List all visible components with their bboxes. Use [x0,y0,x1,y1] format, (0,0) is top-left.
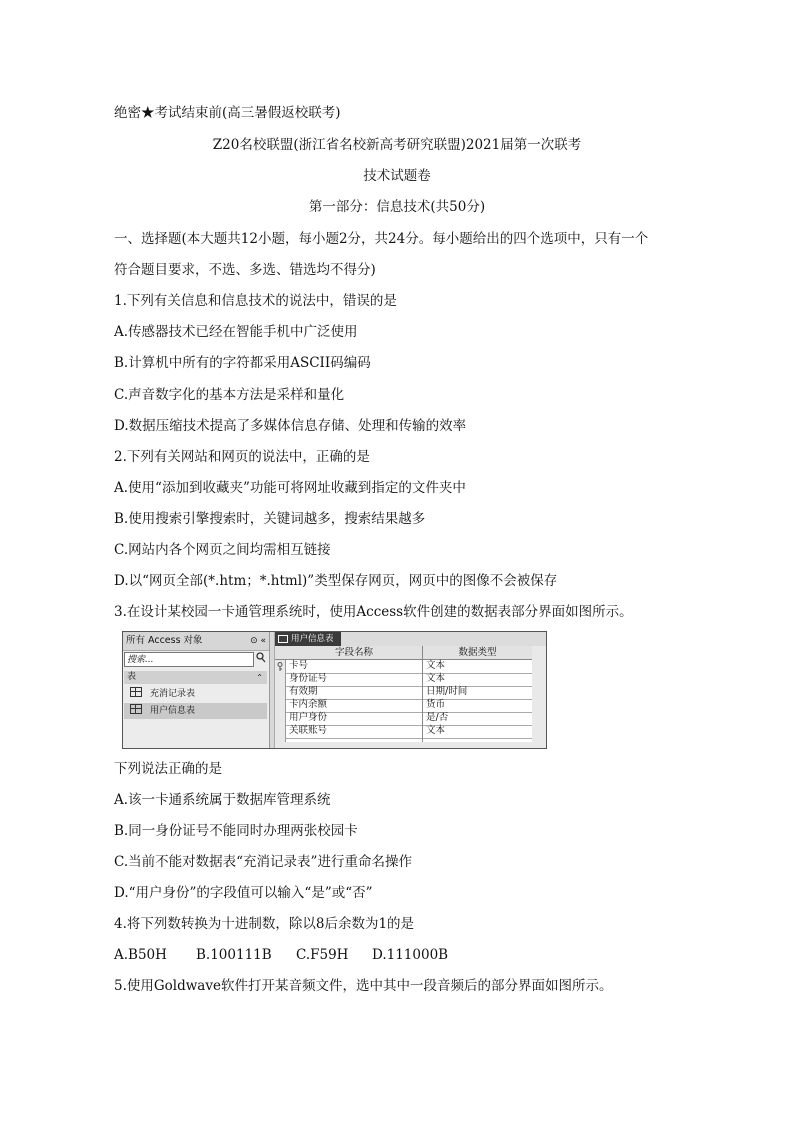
nav-item-label: 充消记录表 [150,689,196,699]
data-type-cell[interactable]: 是/否 [426,712,449,723]
tab-label: 用户信息表 [291,634,334,644]
search-icon[interactable] [255,652,267,667]
nav-pane-header-icons[interactable]: ⊙ « [250,636,266,646]
table-design-grid [275,646,532,742]
field-name-cell[interactable]: 用户身份 [289,712,328,723]
section-instructions-2: 符合题目要求，不选、多选、错选均不得分) [114,262,376,278]
q3-option-a: A.该一卡通系统属于数据库管理系统 [114,792,331,808]
q1-option-c: C.声音数字化的基本方法是采样和量化 [114,387,345,403]
data-type-cell[interactable]: 日期/时间 [426,686,468,697]
field-name-cell[interactable]: 卡内余额 [289,699,328,710]
nav-pane-header[interactable] [123,632,269,651]
exam-title: Z20名校联盟(浙江省名校新高考研究联盟)2021届第一次联考 [212,137,582,153]
table-icon [130,704,142,714]
data-type-cell[interactable]: 货币 [426,699,446,710]
q4-option-b: B.100111B [196,947,272,963]
q3-after-figure: 下列说法正确的是 [114,761,222,777]
q4-stem: 4.将下列数转换为十进制数，除以8后余数为1的是 [114,916,415,932]
q2-option-c: C.网站内各个网页之间均需相互链接 [114,542,331,558]
table-row[interactable] [286,725,532,739]
field-name-cell[interactable]: 关联账号 [289,725,328,736]
field-name-cell[interactable]: 卡号 [289,660,309,671]
grid-header [275,646,532,660]
table-row[interactable] [286,660,532,674]
q3-option-b: B.同一身份证号不能同时办理两张校园卡 [114,823,358,839]
q2-option-d: D.以“网页全部(*.htm；*.html)”类型保存网页，网页中的图像不会被保存 [114,573,558,589]
q4-options-row [0,946,794,964]
q4-option-c: C.F59H [296,947,349,963]
q2-option-b: B.使用搜索引擎搜索时，关键词越多，搜索结果越多 [114,511,426,527]
q1-option-b: B.计算机中所有的字符都采用ASCII码编码 [114,355,371,371]
q1-stem: 1.下列有关信息和信息技术的说法中，错误的是 [114,293,397,309]
q3-option-c: C.当前不能对数据表“充消记录表”进行重命名操作 [114,854,412,870]
data-type-cell[interactable]: 文本 [426,660,446,671]
q3-option-d: D.“用户身份”的字段值可以输入“是”或“否” [114,885,373,901]
table-row[interactable] [286,712,532,726]
q2-option-a: A.使用“添加到收藏夹”功能可将网址收藏到指定的文件夹中 [114,480,466,496]
nav-pane-title: 所有 Access 对象 [126,635,203,646]
table-icon [130,687,142,697]
row-selector-column[interactable] [275,660,286,742]
table-row[interactable] [286,699,532,713]
secret-line: 绝密★考试结束前(高三暑假返校联考) [114,105,341,121]
navigation-pane [123,632,270,748]
key-icon [276,662,284,673]
q2-stem: 2.下列有关网站和网页的说法中，正确的是 [114,449,370,465]
nav-item-user-info-table[interactable] [124,703,267,719]
nav-search-input[interactable]: 搜索... [124,652,254,667]
q1-option-d: D.数据压缩技术提高了多媒体信息存储、处理和传输的效率 [114,418,467,434]
table-row[interactable] [286,686,532,700]
tab-user-info-table[interactable] [275,632,341,646]
q4-option-a: A.B50H [114,947,167,963]
nav-item-label: 用户信息表 [150,706,196,716]
q3-stem: 3.在设计某校园一卡通管理系统时，使用Access软件创建的数据表部分界面如图所示。 [114,604,633,620]
tables-section-header[interactable] [124,671,267,684]
data-type-cell[interactable]: 文本 [426,673,446,684]
chevron-up-icon[interactable]: ⌃ [256,673,263,682]
table-icon [278,635,288,643]
column-header-data-type: 数据类型 [458,647,497,658]
section-instructions-1: 一、选择题(本大题共12小题，每小题2分，共24分。每小题给出的四个选项中，只有一个 [114,231,649,247]
part-title: 第一部分：信息技术(共50分) [308,199,486,215]
data-type-cell[interactable]: 文本 [426,725,446,736]
q1-option-a: A.传感器技术已经在智能手机中广泛使用 [114,324,358,340]
column-header-field-name: 字段名称 [334,647,373,658]
table-row[interactable] [286,673,532,687]
nav-item-charge-records-table[interactable] [124,686,267,702]
q5-stem: 5.使用Goldwave软件打开某音频文件，选中其中一段音频后的部分界面如图所示。 [114,978,613,994]
column-divider [422,646,423,742]
q4-option-d: D.111000B [372,947,449,963]
tables-section-label: 表 [127,672,137,682]
document-tab-strip [275,632,546,646]
paper-title: 技术试题卷 [363,168,431,184]
field-name-cell[interactable]: 身份证号 [289,673,328,684]
access-screenshot-figure [122,631,547,749]
field-name-cell[interactable]: 有效期 [289,686,318,697]
